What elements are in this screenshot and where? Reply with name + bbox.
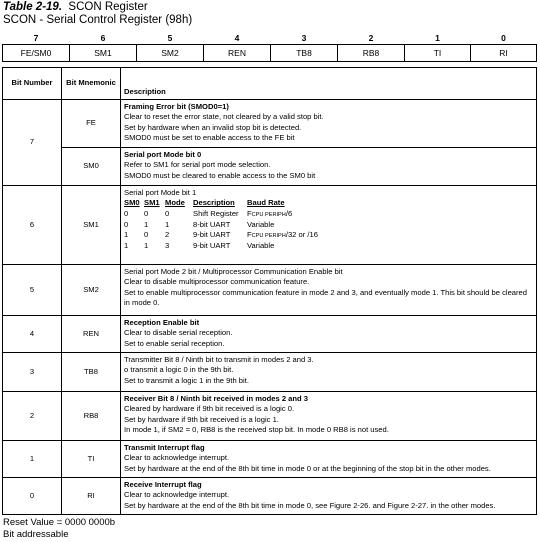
table-row (3, 441, 537, 478)
bit-name-cell: SM2 (137, 45, 204, 62)
mnemonic-cell: REN (62, 316, 121, 353)
mode-row (124, 209, 347, 220)
description-header: Description (121, 68, 537, 100)
mode-table-header: SM1 (144, 198, 160, 208)
description-cell (121, 353, 537, 392)
bit-number-cell: 1 (3, 441, 62, 478)
bit-name-cell: TB8 (271, 45, 338, 62)
description-line: In mode 1, if SM2 = 0, RB8 is the received stop bit. In mode 0 RB8 is not used. (124, 425, 389, 435)
bit-number-cell: 3 (3, 353, 62, 392)
mnemonic-cell: RB8 (62, 392, 121, 441)
mnemonic-cell: TB8 (62, 353, 121, 392)
description-line: Clear to disable serial reception. (124, 328, 233, 338)
table-title (3, 1, 148, 14)
description-line: Clear to disable multiprocessor communication feature. (124, 277, 310, 287)
description-line: SMOD0 must be set to enable access to the FE bit (124, 133, 295, 143)
bit-addressable-note: Bit addressable (3, 529, 69, 540)
mnemonic-cell: SM0 (62, 148, 121, 186)
reset-value: Reset Value = 0000 0000b (3, 517, 116, 528)
bit-name-cell: REN (204, 45, 271, 62)
bit-description-table (2, 67, 537, 515)
description-line: Clear to acknowledge interrupt. (124, 490, 230, 500)
description-heading: Serial port Mode bit 0 (124, 150, 202, 159)
table-header-row (3, 68, 537, 100)
bit-name-cell: SM1 (70, 45, 137, 62)
mode-description: Shift Register (193, 208, 239, 218)
table-row (3, 478, 537, 515)
mnemonic-cell: SM2 (62, 265, 121, 316)
description-heading: Reception Enable bit (124, 318, 200, 327)
bit-position-5: 5 (167, 33, 173, 43)
mode-value: 3 (165, 241, 170, 251)
register-subtitle: SCON - Serial Control Register (98h) (3, 14, 193, 26)
table-row (3, 392, 537, 441)
mode-row (124, 220, 347, 230)
sm0-value: 1 (124, 230, 129, 240)
table-number: Table 2-19. (3, 1, 63, 13)
baud-rate (247, 230, 347, 241)
baud-rate (247, 209, 347, 220)
bit-number-cell: 7 (3, 100, 62, 186)
bit-name-cell: TI (405, 45, 471, 62)
description-line: Set to enable serial reception. (124, 338, 225, 348)
bit-layout-table (2, 32, 537, 62)
sm0-value: 0 (124, 208, 129, 218)
description-cell (121, 392, 537, 441)
description-line: Serial port Mode bit 1 (124, 188, 197, 197)
description-line: Set by hardware at the end of the 8th bit time in mode 0 or at the beginning of the stop bit in the other modes. (124, 463, 491, 473)
bit-position-4: 4 (234, 33, 240, 43)
bit-number-header: Bit Number (3, 68, 62, 100)
description-cell (121, 186, 537, 265)
bit-name-cell: RI (471, 45, 537, 62)
bit-number-cell: 4 (3, 316, 62, 353)
description-line: Set by hardware at the end of the 8th bit time in mode 0, see Figure 2-26. and Figure 2-27. in the other modes. (124, 500, 496, 510)
description-line: Clear to reset the error state, not cleared by a valid stop bit. (124, 112, 324, 122)
bit-name-cell: RB8 (338, 45, 405, 62)
mode-table-header: Baud Rate (247, 198, 285, 208)
description-line: Cleared by hardware if 9th bit received is a logic 0. (124, 404, 295, 414)
baud-suffix: /32 or /16 (285, 230, 318, 240)
bit-number-cell: 0 (3, 478, 62, 515)
baud-rate (247, 241, 347, 251)
mode-value: 0 (165, 208, 170, 218)
description-line: Serial port Mode 2 bit / Multiprocessor Communication Enable bit (124, 267, 343, 276)
table-row (3, 316, 537, 353)
baud-suffix: /6 (285, 208, 293, 218)
description-line: Set by hardware if 9th bit received is a logic 1. (124, 414, 279, 424)
register-name: SCON Register (68, 1, 148, 13)
table-row (3, 148, 537, 186)
description-cell (121, 441, 537, 478)
sm1-value: 1 (144, 220, 149, 230)
table-row (3, 353, 537, 392)
bit-position-1: 1 (435, 33, 440, 43)
description-line: SMOD0 must be cleared to enable access to the SM0 bit (124, 170, 316, 180)
bit-number-cell: 5 (3, 265, 62, 316)
sm1-value: 0 (144, 208, 149, 218)
table-row (3, 265, 537, 316)
mode-value: 2 (165, 230, 170, 240)
bit-position-7: 7 (33, 33, 39, 43)
mnemonic-cell: FE (62, 100, 121, 148)
description-cell (121, 100, 537, 148)
bit-position-3: 3 (301, 33, 307, 43)
description-heading: Framing Error bit (SMOD0=1) (124, 102, 229, 111)
mode-table-header: SM0 (124, 198, 140, 208)
bit-position-2: 2 (368, 33, 374, 43)
description-cell (121, 316, 537, 353)
mode-description: 8-bit UART (193, 220, 231, 230)
mode-row (124, 230, 347, 241)
sm1-value: 1 (144, 241, 149, 251)
description-cell (121, 478, 537, 515)
mnemonic-cell: SM1 (62, 186, 121, 265)
description-cell (121, 265, 537, 316)
description-line: Transmitter Bit 8 / Ninth bit to transmit in modes 2 and 3. (124, 355, 314, 364)
description-heading: Receiver Bit 8 / Ninth bit received in modes 2 and 3 (124, 394, 308, 403)
bit-mnemonic-header: Bit Mnemonic (62, 68, 121, 100)
description-line: Set by hardware when an invalid stop bit is detected. (124, 122, 302, 132)
baud-subscript: CPU PERIPH (251, 211, 286, 218)
mode-select-table (124, 198, 347, 251)
mnemonic-cell: RI (62, 478, 121, 515)
baud-subscript: CPU PERIPH (251, 233, 286, 240)
sm1-value: 0 (144, 230, 149, 240)
bit-position-6: 6 (100, 33, 106, 43)
sm0-value: 1 (124, 241, 129, 251)
bit-number-cell: 6 (3, 186, 62, 265)
mode-description: 9-bit UART (193, 230, 231, 240)
mode-description: 9-bit UART (193, 241, 231, 251)
mode-value: 1 (165, 220, 170, 230)
description-line: Refer to SM1 for serial port mode selection. (124, 160, 271, 170)
baud-main: Variable (247, 241, 275, 251)
baud-main: F (247, 230, 252, 240)
description-cell (121, 148, 537, 186)
mode-row (124, 241, 347, 251)
bit-number-cell: 2 (3, 392, 62, 441)
description-line: Set to transmit a logic 1 in the 9th bit. (124, 375, 249, 385)
baud-main: Variable (247, 220, 275, 230)
table-row (3, 100, 537, 148)
description-heading: Receive Interrupt flag (124, 480, 202, 489)
mnemonic-cell: TI (62, 441, 121, 478)
bit-name-cell: FE/SM0 (3, 45, 70, 62)
mode-table-header: Mode (165, 198, 185, 208)
description-heading: Transmit Interrupt flag (124, 443, 205, 452)
description-line: o transmit a logic 0 in the 9th bit. (124, 365, 234, 375)
description-line: Set to enable multiprocessor communication feature in mode 2 and 3, and eventually mode 1. This bit should be cleared in mode 0. (124, 287, 527, 308)
bit-position-0: 0 (501, 33, 506, 43)
baud-rate (247, 220, 347, 230)
baud-main: F (247, 208, 252, 218)
mode-table-header: Description (193, 198, 235, 208)
table-row (3, 186, 537, 265)
sm0-value: 0 (124, 220, 129, 230)
description-line: Clear to acknowledge interrupt. (124, 453, 230, 463)
